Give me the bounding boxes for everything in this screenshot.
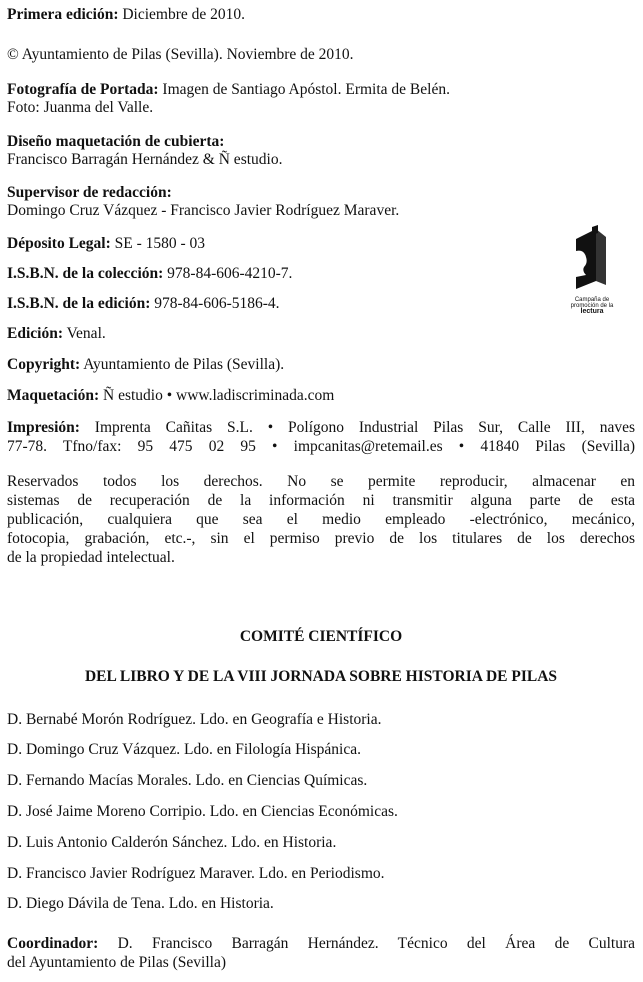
diseno-label (7, 132, 224, 151)
isbn-coleccion (7, 264, 292, 283)
isbn-coleccion-value: 978-84-606-4210-7. (163, 265, 293, 282)
member-item: D. Francisco Javier Rodríguez Maraver. Ldo. en Periodismo. (7, 865, 385, 882)
edicion-label: Edición: (7, 325, 63, 342)
copyright-value: Ayuntamiento de Pilas (Sevilla). (80, 356, 285, 373)
member-item: D. Luis Antonio Calderón Sánchez. Ldo. en Historia. (7, 834, 337, 851)
derechos-line: de la propiedad intelectual. (7, 549, 175, 566)
copyright (7, 355, 284, 374)
isbn-edicion-label: I.S.B.N. de la edición: (7, 295, 151, 312)
fotografia-credit: Foto: Juanma del Valle. (7, 99, 154, 116)
supervisor-value: Domingo Cruz Vázquez - Francisco Javier Rodríguez Maraver. (7, 202, 400, 219)
edicion (7, 324, 106, 343)
comite-title: COMITÉ CIENTÍFICO (239, 628, 403, 645)
fotografia-value: Imagen de Santiago Apóstol. Ermita de Belén. (158, 81, 450, 98)
fotografia-label: Fotografía de Portada: (7, 81, 159, 98)
impresion-value: Imprenta Cañitas S.L. • Polígono Industrial Pilas Sur, Calle III, naves (79, 419, 635, 436)
member-item: D. Domingo Cruz Vázquez. Ldo. en Filología Hispánica. (7, 741, 361, 758)
isbn-coleccion-label: I.S.B.N. de la colección: (7, 265, 164, 282)
member-item: D. Bernabé Morón Rodríguez. Ldo. en Geografía e Historia. (7, 711, 382, 728)
impresion-label: Impresión: (7, 419, 80, 436)
fotografia-portada (7, 80, 450, 99)
maquetacion (7, 386, 334, 405)
comite-subtitle: DEL LIBRO Y DE LA VIII JORNADA SOBRE HISTORIA DE PILAS (84, 668, 558, 685)
impresion-line-2: 77-78. Tfno/fax: 95 475 02 95 • impcanitas@retemail.es • 41840 Pilas (Sevilla) (7, 438, 635, 455)
coordinador-label: Coordinador: (7, 935, 99, 952)
supervisor-label-text: Supervisor de redacción: (7, 184, 172, 201)
primera-edicion (7, 5, 245, 24)
logo-text-2: promoción de la (570, 303, 614, 309)
copyright-notice: © Ayuntamiento de Pilas (Sevilla). Noviembre de 2010. (7, 46, 354, 63)
maquetacion-label: Maquetación: (7, 387, 100, 404)
member-item: D. Diego Dávila de Tena. Ldo. en Historia. (7, 895, 274, 912)
member-item: D. Fernando Macías Morales. Ldo. en Ciencias Químicas. (7, 772, 368, 789)
isbn-edicion-value: 978-84-606-5186-4. (150, 295, 280, 312)
derechos-line: Reservados todos los derechos. No se permite reproducir, almacenar en (7, 473, 635, 490)
supervisor-label (7, 183, 172, 202)
deposito-value: SE - 1580 - 03 (110, 235, 206, 252)
impresion (7, 418, 635, 456)
diseno-label-text: Diseño maquetación de cubierta: (7, 133, 225, 150)
deposito-label: Déposito Legal: (7, 235, 111, 252)
derechos-line: fotocopia, grabación, etc.-, sin el permiso previo de los titulares de los derechos (7, 530, 635, 547)
diseno-value: Francisco Barragán Hernández & Ñ estudio. (7, 151, 283, 168)
deposito-legal (7, 234, 205, 253)
copyright-label: Copyright: (7, 356, 81, 373)
impresion-line-1 (7, 418, 635, 437)
derechos-paragraph (7, 472, 635, 567)
coordinador-line-2: del Ayuntamiento de Pilas (Sevilla) (7, 954, 226, 971)
book-reader-icon (562, 225, 622, 295)
coordinador-value: D. Francisco Barragán Hernández. Técnico del Área de Cultura (98, 935, 635, 952)
coordinador-line-1 (7, 934, 635, 953)
logo-text-3: lectura (580, 308, 604, 315)
derechos-line: publicación, cualquiera que sea el medio empleado -electrónico, mecánico, (7, 511, 635, 528)
campaign-logo (562, 225, 622, 325)
isbn-edicion (7, 294, 280, 313)
logo-text-1: Campaña de (574, 297, 610, 303)
coordinador (7, 934, 635, 972)
edicion-value: Venal. (62, 325, 106, 342)
primera-edicion-value: Diciembre de 2010. (118, 6, 246, 23)
derechos-line: sistemas de recuperación de la información ni transmitir alguna parte de esta (7, 492, 635, 509)
primera-edicion-label: Primera edición: (7, 6, 119, 23)
member-item: D. José Jaime Moreno Corripio. Ldo. en Ciencias Económicas. (7, 803, 398, 820)
maquetacion-value: Ñ estudio • www.ladiscriminada.com (99, 387, 335, 404)
